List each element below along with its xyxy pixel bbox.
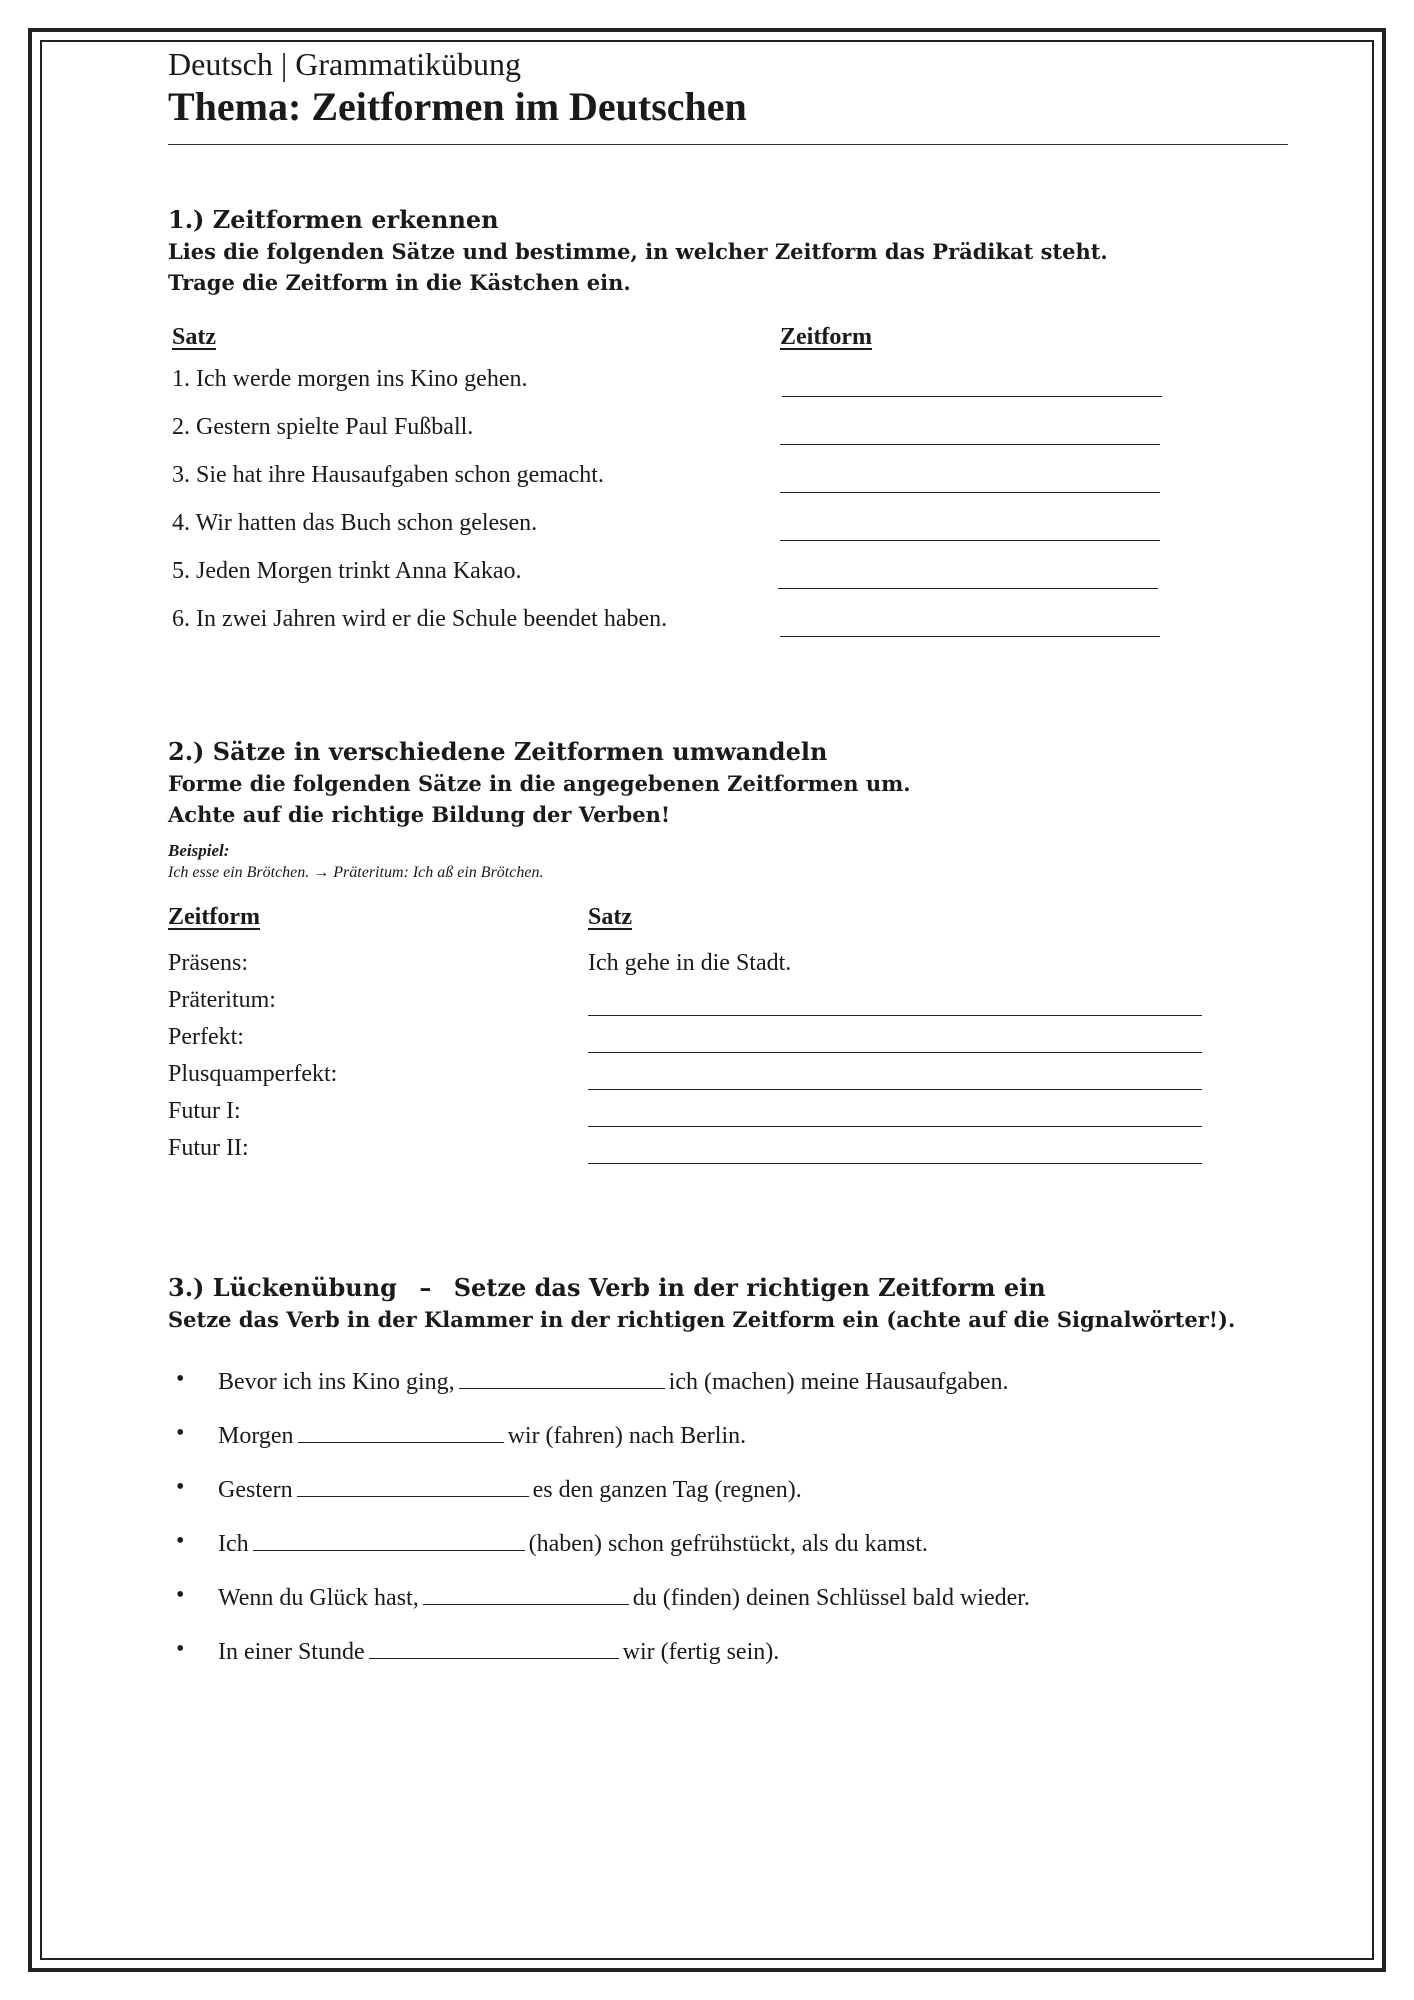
tense-row: [168, 1135, 1288, 1169]
worksheet: [168, 44, 1288, 1665]
gap-blank[interactable]: [297, 1474, 529, 1497]
list-item: [168, 1636, 1288, 1676]
answer-line[interactable]: [782, 372, 1162, 397]
worksheet-title: Thema: Zeitformen im Deutschen: [168, 84, 747, 129]
section-1: [168, 204, 1288, 632]
bullet-icon: •: [176, 1636, 185, 1662]
gap-blank[interactable]: [369, 1636, 619, 1659]
subject-line: Deutsch | Grammatikübung: [168, 46, 521, 82]
sentence-text: 3. Sie hat ihre Hausaufgaben schon gemacht.: [172, 462, 604, 488]
list-item: [168, 1366, 1288, 1406]
item-text-before: Gestern: [218, 1477, 293, 1503]
gap-blank[interactable]: [298, 1420, 504, 1443]
sentence-text: 1. Ich werde morgen ins Kino gehen.: [172, 366, 528, 392]
gap-blank[interactable]: [423, 1582, 629, 1605]
item-text-before: In einer Stunde: [218, 1639, 365, 1665]
item-text-after: ich (machen) meine Hausaufgaben.: [668, 1369, 1009, 1395]
sentence-row: [172, 462, 1172, 496]
item-text-after: wir (fertig sein).: [622, 1639, 780, 1665]
sentence-row: [172, 558, 1172, 592]
tense-row: [168, 1098, 1288, 1132]
tense-label: Plusquamperfekt:: [168, 1061, 338, 1087]
item-text-before: Bevor ich ins Kino ging,: [218, 1369, 455, 1395]
answer-line[interactable]: [588, 991, 1202, 1016]
given-sentence: Ich gehe in die Stadt.: [588, 950, 792, 976]
answer-line[interactable]: [588, 1139, 1202, 1164]
example-label: Beispiel:: [168, 841, 230, 860]
example-text: Ich esse ein Brötchen. → Präteritum: Ich aß ein Brötchen.: [168, 864, 544, 881]
item-text-before: Wenn du Glück hast,: [218, 1585, 419, 1611]
sentence-text: 2. Gestern spielte Paul Fußball.: [172, 414, 474, 440]
column-header-sentence: Satz: [172, 324, 216, 350]
sentence-text: 6. In zwei Jahren wird er die Schule beendet haben.: [172, 606, 668, 632]
tense-label: Futur II:: [168, 1135, 249, 1161]
tense-label: Perfekt:: [168, 1024, 244, 1050]
title-divider: [168, 144, 1288, 145]
section-1-instruction-1: Lies die folgenden Sätze und bestimme, in welcher Zeitform das Prädikat steht.: [168, 239, 1108, 264]
gap-blank[interactable]: [459, 1366, 665, 1389]
tense-row: [168, 1024, 1288, 1058]
answer-line[interactable]: [780, 516, 1160, 541]
list-item: [168, 1582, 1288, 1622]
bullet-icon: •: [176, 1474, 185, 1500]
answer-line[interactable]: [778, 564, 1158, 589]
section-3: [168, 1272, 1288, 1665]
sentence-row: [172, 606, 1172, 640]
tense-label: Futur I:: [168, 1098, 241, 1124]
heading-dash: –: [419, 1273, 432, 1302]
section-3-heading-number: 3.) Lückenübung: [168, 1273, 397, 1302]
item-text-after: (haben) schon gefrühstückt, als du kamst.: [528, 1531, 928, 1557]
gap-blank[interactable]: [253, 1528, 525, 1551]
section-2-instruction-2: Achte auf die richtige Bildung der Verben!: [168, 802, 671, 827]
list-item: [168, 1420, 1288, 1460]
section-1-heading: 1.) Zeitformen erkennen: [168, 205, 499, 234]
item-text-after: es den ganzen Tag (regnen).: [532, 1477, 802, 1503]
column-header-tense: Zeitform: [780, 324, 872, 350]
tense-row: [168, 950, 1288, 984]
answer-line[interactable]: [588, 1102, 1202, 1127]
bullet-icon: •: [176, 1528, 185, 1554]
section-3-instruction: Setze das Verb in der Klammer in der richtigen Zeitform ein (achte auf die Signalwörter!).: [168, 1307, 1236, 1332]
item-text-after: wir (fahren) nach Berlin.: [507, 1423, 747, 1449]
item-text-after: du (finden) deinen Schlüssel bald wieder.: [632, 1585, 1030, 1611]
section-1-instruction-2: Trage die Zeitform in die Kästchen ein.: [168, 270, 631, 295]
sentence-row: [172, 366, 1172, 400]
bullet-icon: •: [176, 1420, 185, 1446]
sentence-row: [172, 510, 1172, 544]
answer-line[interactable]: [780, 468, 1160, 493]
item-text-before: Morgen: [218, 1423, 294, 1449]
answer-line[interactable]: [588, 1028, 1202, 1053]
column-header-tense: Zeitform: [168, 904, 260, 930]
section-2: [168, 736, 1288, 1161]
bullet-icon: •: [176, 1366, 185, 1392]
answer-line[interactable]: [780, 612, 1160, 637]
bullet-icon: •: [176, 1582, 185, 1608]
section-3-heading-text: Setze das Verb in der richtigen Zeitform ein: [453, 1273, 1046, 1302]
tense-label: Präsens:: [168, 950, 248, 976]
tense-row: [168, 987, 1288, 1021]
sentence-text: 5. Jeden Morgen trinkt Anna Kakao.: [172, 558, 522, 584]
sentence-text: 4. Wir hatten das Buch schon gelesen.: [172, 510, 538, 536]
item-text-before: Ich: [218, 1531, 249, 1557]
section-3-heading: [168, 1272, 1288, 1304]
list-item: [168, 1528, 1288, 1568]
answer-line[interactable]: [780, 420, 1160, 445]
tense-row: [168, 1061, 1288, 1095]
list-item: [168, 1474, 1288, 1514]
tense-label: Präteritum:: [168, 987, 276, 1013]
section-2-heading: 2.) Sätze in verschiedene Zeitformen umwandeln: [168, 737, 828, 766]
section-2-instruction-1: Forme die folgenden Sätze in die angegebenen Zeitformen um.: [168, 771, 911, 796]
sentence-row: [172, 414, 1172, 448]
column-header-sentence: Satz: [588, 904, 632, 930]
answer-line[interactable]: [588, 1065, 1202, 1090]
